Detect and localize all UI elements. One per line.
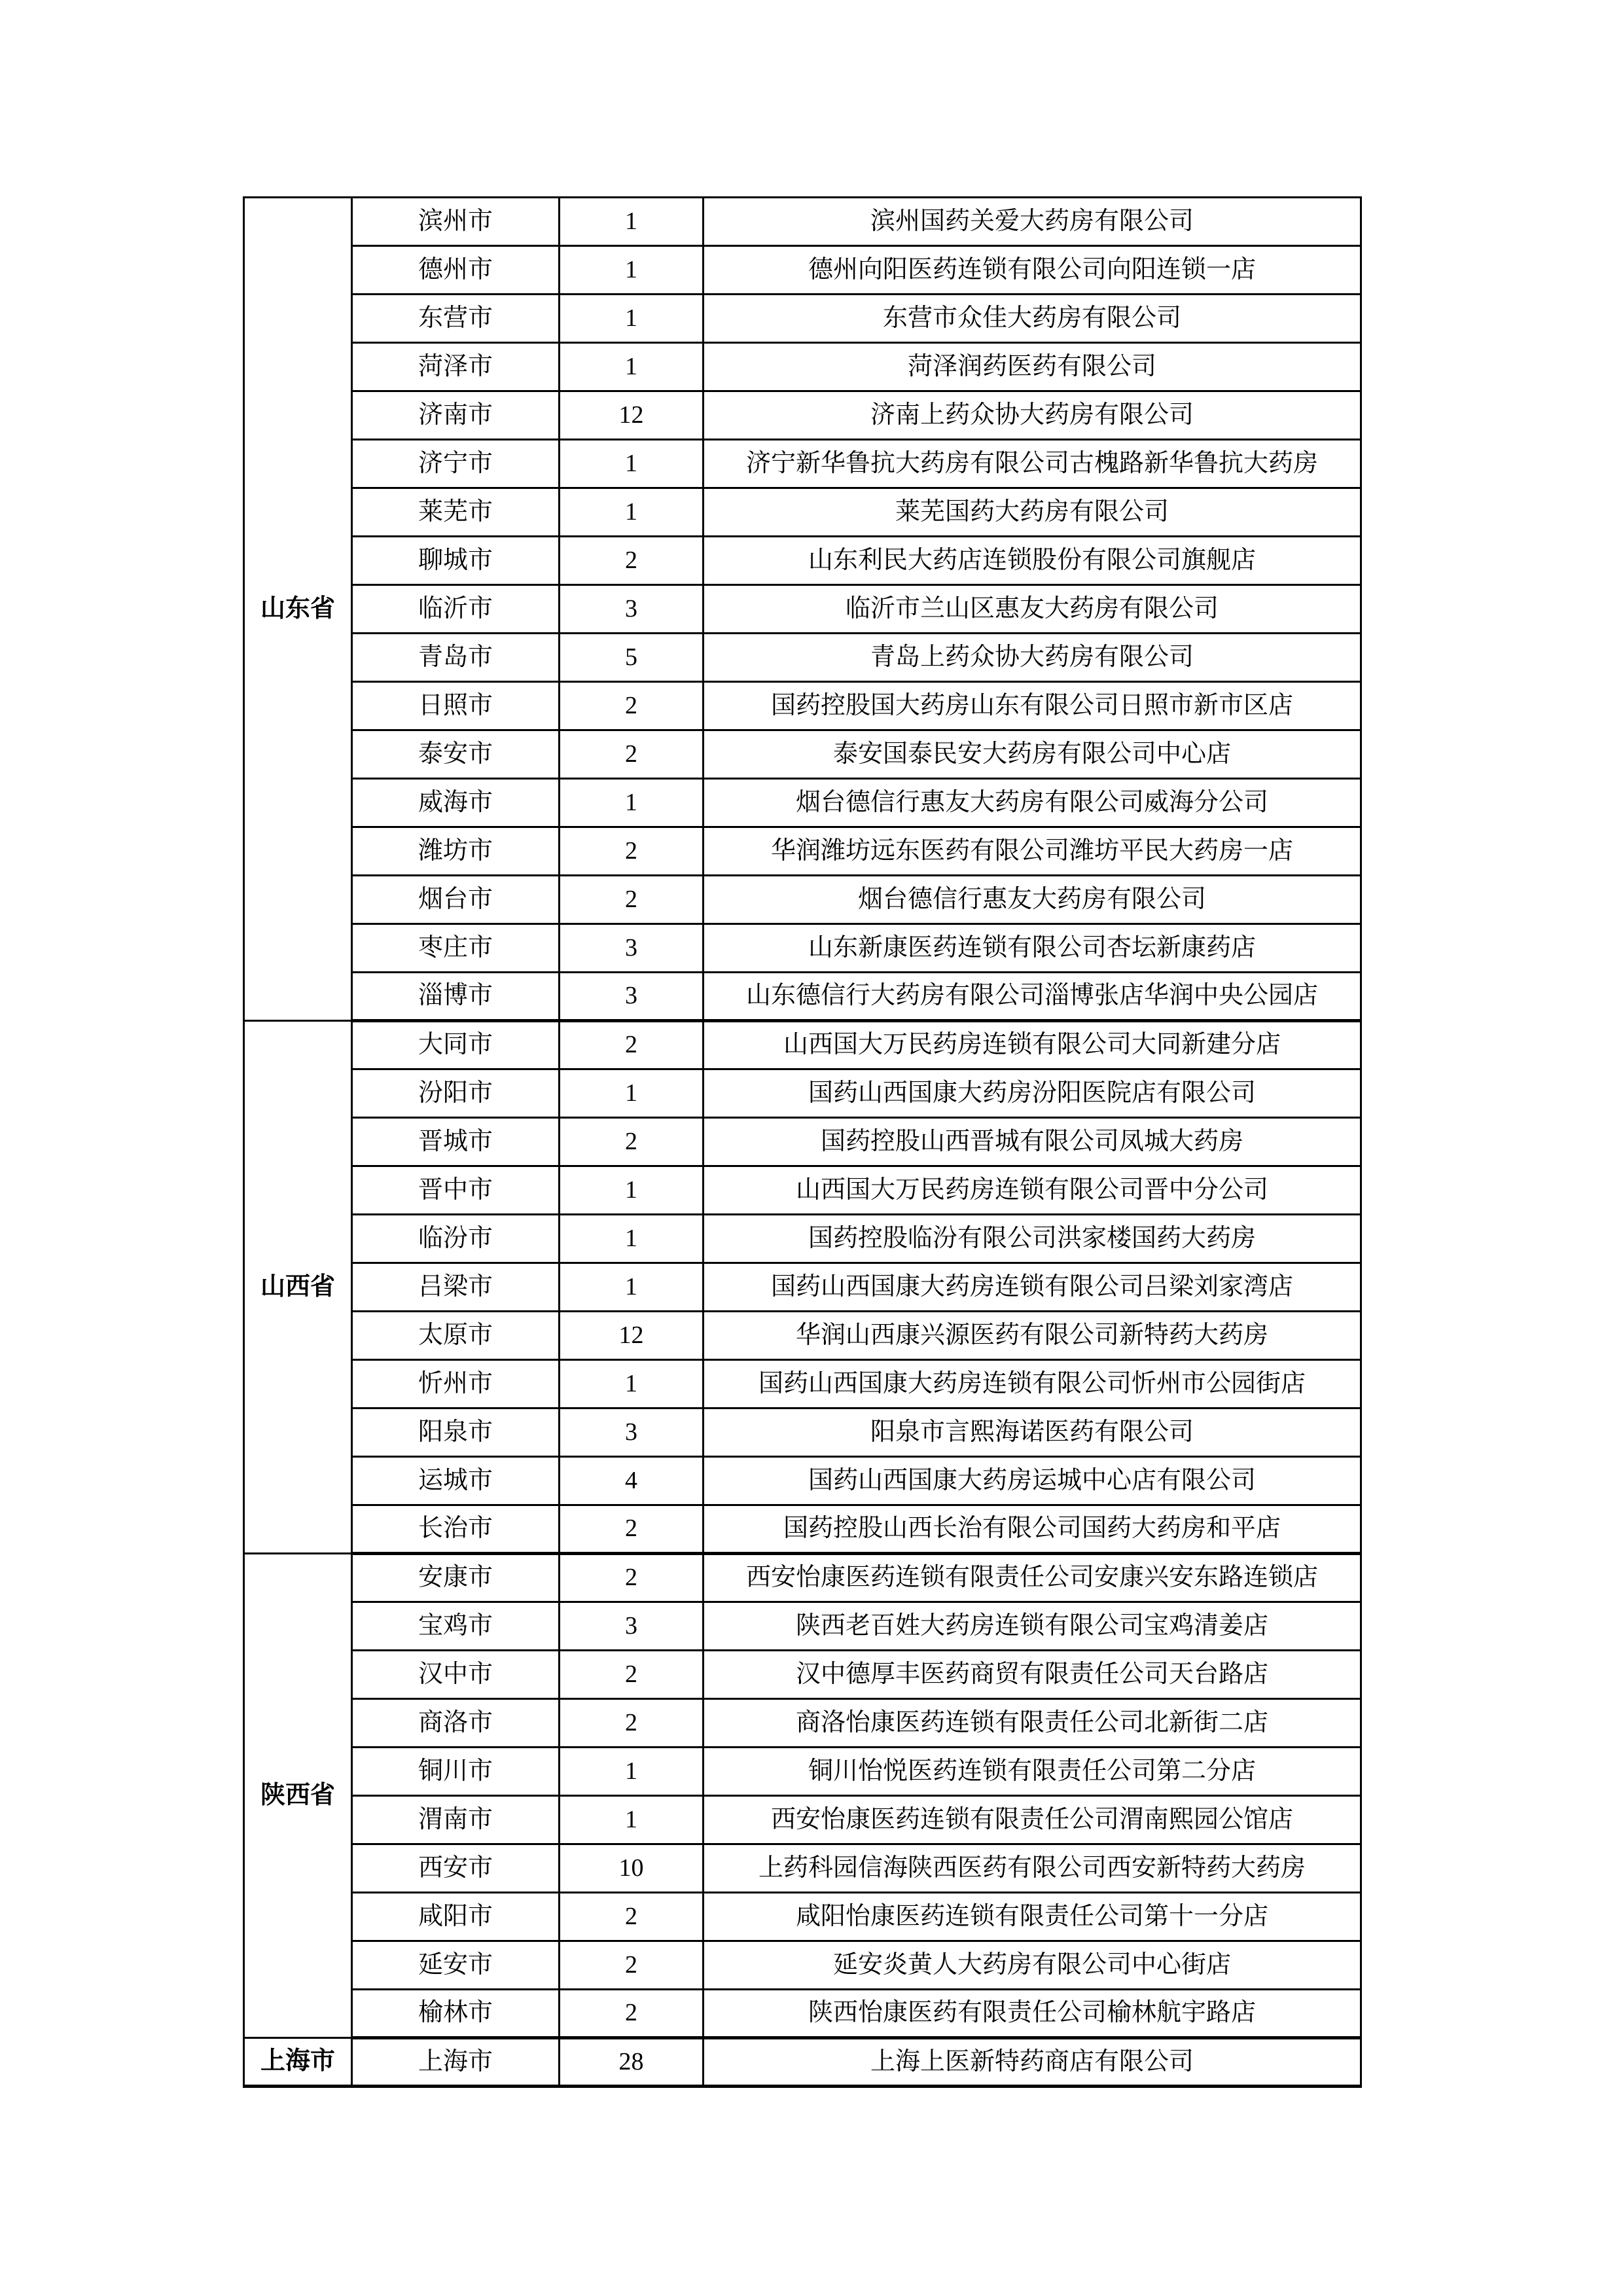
- city-cell: 太原市: [352, 1312, 560, 1360]
- city-cell: 枣庄市: [352, 924, 560, 973]
- count-cell: 1: [560, 343, 704, 391]
- city-cell: 聊城市: [352, 537, 560, 585]
- count-cell: 3: [560, 1602, 704, 1651]
- pharmacy-cell: 德州向阳医药连锁有限公司向阳连锁一店: [704, 246, 1361, 295]
- table-row: [244, 488, 1361, 537]
- table-row: [244, 1166, 1361, 1215]
- pharmacy-cell: 山东新康医药连锁有限公司杏坛新康药店: [704, 924, 1361, 973]
- pharmacy-cell: 国药控股山西晋城有限公司凤城大药房: [704, 1118, 1361, 1166]
- table-row: [244, 1263, 1361, 1312]
- pharmacy-cell: 陕西怡康医药有限责任公司榆林航宇路店: [704, 1990, 1361, 2038]
- city-cell: 大同市: [352, 1021, 560, 1069]
- province-cell: 山东省: [244, 198, 352, 1021]
- count-cell: 2: [560, 1699, 704, 1748]
- table-row: [244, 1457, 1361, 1505]
- city-cell: 商洛市: [352, 1699, 560, 1748]
- table-row: [244, 924, 1361, 973]
- pharmacy-cell: 菏泽润药医药有限公司: [704, 343, 1361, 391]
- count-cell: 1: [560, 198, 704, 246]
- pharmacy-cell: 咸阳怡康医药连锁有限责任公司第十一分店: [704, 1893, 1361, 1941]
- pharmacy-cell: 陕西老百姓大药房连锁有限公司宝鸡清姜店: [704, 1602, 1361, 1651]
- table-row: [244, 246, 1361, 295]
- pharmacy-cell: 阳泉市言熙海诺医药有限公司: [704, 1408, 1361, 1457]
- city-cell: 渭南市: [352, 1796, 560, 1844]
- city-cell: 安康市: [352, 1554, 560, 1602]
- table-row: [244, 585, 1361, 634]
- table-row: [244, 730, 1361, 779]
- count-cell: 2: [560, 1554, 704, 1602]
- table-row: [244, 1602, 1361, 1651]
- count-cell: 1: [560, 1263, 704, 1312]
- table-row: [244, 1893, 1361, 1941]
- city-cell: 济南市: [352, 391, 560, 440]
- table-row: [244, 1651, 1361, 1699]
- pharmacy-cell: 济南上药众协大药房有限公司: [704, 391, 1361, 440]
- city-cell: 德州市: [352, 246, 560, 295]
- pharmacy-cell: 东营市众佳大药房有限公司: [704, 295, 1361, 343]
- pharmacy-cell: 青岛上药众协大药房有限公司: [704, 634, 1361, 682]
- city-cell: 莱芜市: [352, 488, 560, 537]
- count-cell: 5: [560, 634, 704, 682]
- city-cell: 青岛市: [352, 634, 560, 682]
- table-row: [244, 1021, 1361, 1069]
- pharmacy-cell: 山东德信行大药房有限公司淄博张店华润中央公园店: [704, 973, 1361, 1021]
- count-cell: 2: [560, 827, 704, 876]
- pharmacy-cell: 烟台德信行惠友大药房有限公司威海分公司: [704, 779, 1361, 827]
- count-cell: 3: [560, 585, 704, 634]
- count-cell: 2: [560, 1893, 704, 1941]
- table-row: [244, 1699, 1361, 1748]
- province-cell: 山西省: [244, 1021, 352, 1554]
- pharmacy-cell: 滨州国药关爱大药房有限公司: [704, 198, 1361, 246]
- city-cell: 宝鸡市: [352, 1602, 560, 1651]
- table-row: [244, 343, 1361, 391]
- table-row: [244, 440, 1361, 488]
- count-cell: 3: [560, 1408, 704, 1457]
- table-row: [244, 391, 1361, 440]
- pharmacy-table: [243, 196, 1362, 2088]
- table-row: [244, 973, 1361, 1021]
- pharmacy-cell: 上海上医新特药商店有限公司: [704, 2038, 1361, 2087]
- city-cell: 上海市: [352, 2038, 560, 2087]
- count-cell: 2: [560, 1021, 704, 1069]
- count-cell: 2: [560, 1941, 704, 1990]
- city-cell: 铜川市: [352, 1748, 560, 1796]
- table-row: [244, 1069, 1361, 1118]
- count-cell: 1: [560, 1796, 704, 1844]
- count-cell: 1: [560, 295, 704, 343]
- table-row: [244, 1118, 1361, 1166]
- table-row: [244, 1844, 1361, 1893]
- pharmacy-cell: 国药山西国康大药房汾阳医院店有限公司: [704, 1069, 1361, 1118]
- table-row: [244, 1408, 1361, 1457]
- table-row: [244, 2038, 1361, 2087]
- table-row: [244, 1748, 1361, 1796]
- table-row: [244, 876, 1361, 924]
- pharmacy-cell: 国药控股山西长治有限公司国药大药房和平店: [704, 1505, 1361, 1554]
- city-cell: 滨州市: [352, 198, 560, 246]
- count-cell: 1: [560, 246, 704, 295]
- pharmacy-cell: 山西国大万民药房连锁有限公司晋中分公司: [704, 1166, 1361, 1215]
- pharmacy-cell: 铜川怡悦医药连锁有限责任公司第二分店: [704, 1748, 1361, 1796]
- count-cell: 3: [560, 924, 704, 973]
- count-cell: 1: [560, 1360, 704, 1408]
- city-cell: 晋城市: [352, 1118, 560, 1166]
- pharmacy-cell: 西安怡康医药连锁有限责任公司渭南熙园公馆店: [704, 1796, 1361, 1844]
- pharmacy-cell: 商洛怡康医药连锁有限责任公司北新街二店: [704, 1699, 1361, 1748]
- count-cell: 2: [560, 537, 704, 585]
- pharmacy-cell: 国药控股国大药房山东有限公司日照市新市区店: [704, 682, 1361, 730]
- pharmacy-cell: 山东利民大药店连锁股份有限公司旗舰店: [704, 537, 1361, 585]
- count-cell: 3: [560, 973, 704, 1021]
- city-cell: 延安市: [352, 1941, 560, 1990]
- count-cell: 1: [560, 440, 704, 488]
- table-row: [244, 1215, 1361, 1263]
- city-cell: 吕梁市: [352, 1263, 560, 1312]
- table-row: [244, 1554, 1361, 1602]
- count-cell: 2: [560, 682, 704, 730]
- city-cell: 临汾市: [352, 1215, 560, 1263]
- count-cell: 1: [560, 1748, 704, 1796]
- pharmacy-cell: 国药山西国康大药房运城中心店有限公司: [704, 1457, 1361, 1505]
- table-row: [244, 634, 1361, 682]
- city-cell: 忻州市: [352, 1360, 560, 1408]
- count-cell: 2: [560, 1990, 704, 2038]
- city-cell: 阳泉市: [352, 1408, 560, 1457]
- count-cell: 12: [560, 391, 704, 440]
- pharmacy-cell: 西安怡康医药连锁有限责任公司安康兴安东路连锁店: [704, 1554, 1361, 1602]
- table-row: [244, 198, 1361, 246]
- count-cell: 2: [560, 1118, 704, 1166]
- count-cell: 1: [560, 1166, 704, 1215]
- count-cell: 28: [560, 2038, 704, 2087]
- city-cell: 济宁市: [352, 440, 560, 488]
- province-cell: 上海市: [244, 2038, 352, 2087]
- table-row: [244, 537, 1361, 585]
- count-cell: 4: [560, 1457, 704, 1505]
- count-cell: 1: [560, 779, 704, 827]
- pharmacy-cell: 泰安国泰民安大药房有限公司中心店: [704, 730, 1361, 779]
- city-cell: 淄博市: [352, 973, 560, 1021]
- pharmacy-table-body: [244, 198, 1361, 2087]
- count-cell: 1: [560, 1215, 704, 1263]
- pharmacy-cell: 临沂市兰山区惠友大药房有限公司: [704, 585, 1361, 634]
- table-row: [244, 1796, 1361, 1844]
- pharmacy-cell: 国药控股临汾有限公司洪家楼国药大药房: [704, 1215, 1361, 1263]
- city-cell: 汉中市: [352, 1651, 560, 1699]
- pharmacy-cell: 国药山西国康大药房连锁有限公司忻州市公园街店: [704, 1360, 1361, 1408]
- table-row: [244, 1990, 1361, 2038]
- city-cell: 西安市: [352, 1844, 560, 1893]
- table-row: [244, 295, 1361, 343]
- city-cell: 东营市: [352, 295, 560, 343]
- city-cell: 威海市: [352, 779, 560, 827]
- table-row: [244, 1941, 1361, 1990]
- pharmacy-cell: 山西国大万民药房连锁有限公司大同新建分店: [704, 1021, 1361, 1069]
- count-cell: 12: [560, 1312, 704, 1360]
- pharmacy-cell: 汉中德厚丰医药商贸有限责任公司天台路店: [704, 1651, 1361, 1699]
- count-cell: 2: [560, 876, 704, 924]
- table-row: [244, 1505, 1361, 1554]
- table-row: [244, 827, 1361, 876]
- city-cell: 泰安市: [352, 730, 560, 779]
- pharmacy-cell: 济宁新华鲁抗大药房有限公司古槐路新华鲁抗大药房: [704, 440, 1361, 488]
- table-row: [244, 1360, 1361, 1408]
- pharmacy-cell: 华润潍坊远东医药有限公司潍坊平民大药房一店: [704, 827, 1361, 876]
- count-cell: 10: [560, 1844, 704, 1893]
- city-cell: 运城市: [352, 1457, 560, 1505]
- city-cell: 临沂市: [352, 585, 560, 634]
- city-cell: 咸阳市: [352, 1893, 560, 1941]
- count-cell: 1: [560, 1069, 704, 1118]
- city-cell: 汾阳市: [352, 1069, 560, 1118]
- city-cell: 长治市: [352, 1505, 560, 1554]
- count-cell: 2: [560, 730, 704, 779]
- city-cell: 榆林市: [352, 1990, 560, 2038]
- city-cell: 烟台市: [352, 876, 560, 924]
- table-row: [244, 682, 1361, 730]
- city-cell: 日照市: [352, 682, 560, 730]
- city-cell: 晋中市: [352, 1166, 560, 1215]
- table-row: [244, 1312, 1361, 1360]
- pharmacy-cell: 莱芜国药大药房有限公司: [704, 488, 1361, 537]
- pharmacy-cell: 烟台德信行惠友大药房有限公司: [704, 876, 1361, 924]
- city-cell: 菏泽市: [352, 343, 560, 391]
- pharmacy-cell: 国药山西国康大药房连锁有限公司吕梁刘家湾店: [704, 1263, 1361, 1312]
- province-cell: 陕西省: [244, 1554, 352, 2038]
- table-row: [244, 779, 1361, 827]
- count-cell: 2: [560, 1505, 704, 1554]
- count-cell: 2: [560, 1651, 704, 1699]
- pharmacy-cell: 延安炎黄人大药房有限公司中心街店: [704, 1941, 1361, 1990]
- pharmacy-cell: 华润山西康兴源医药有限公司新特药大药房: [704, 1312, 1361, 1360]
- city-cell: 潍坊市: [352, 827, 560, 876]
- pharmacy-cell: 上药科园信海陕西医药有限公司西安新特药大药房: [704, 1844, 1361, 1893]
- count-cell: 1: [560, 488, 704, 537]
